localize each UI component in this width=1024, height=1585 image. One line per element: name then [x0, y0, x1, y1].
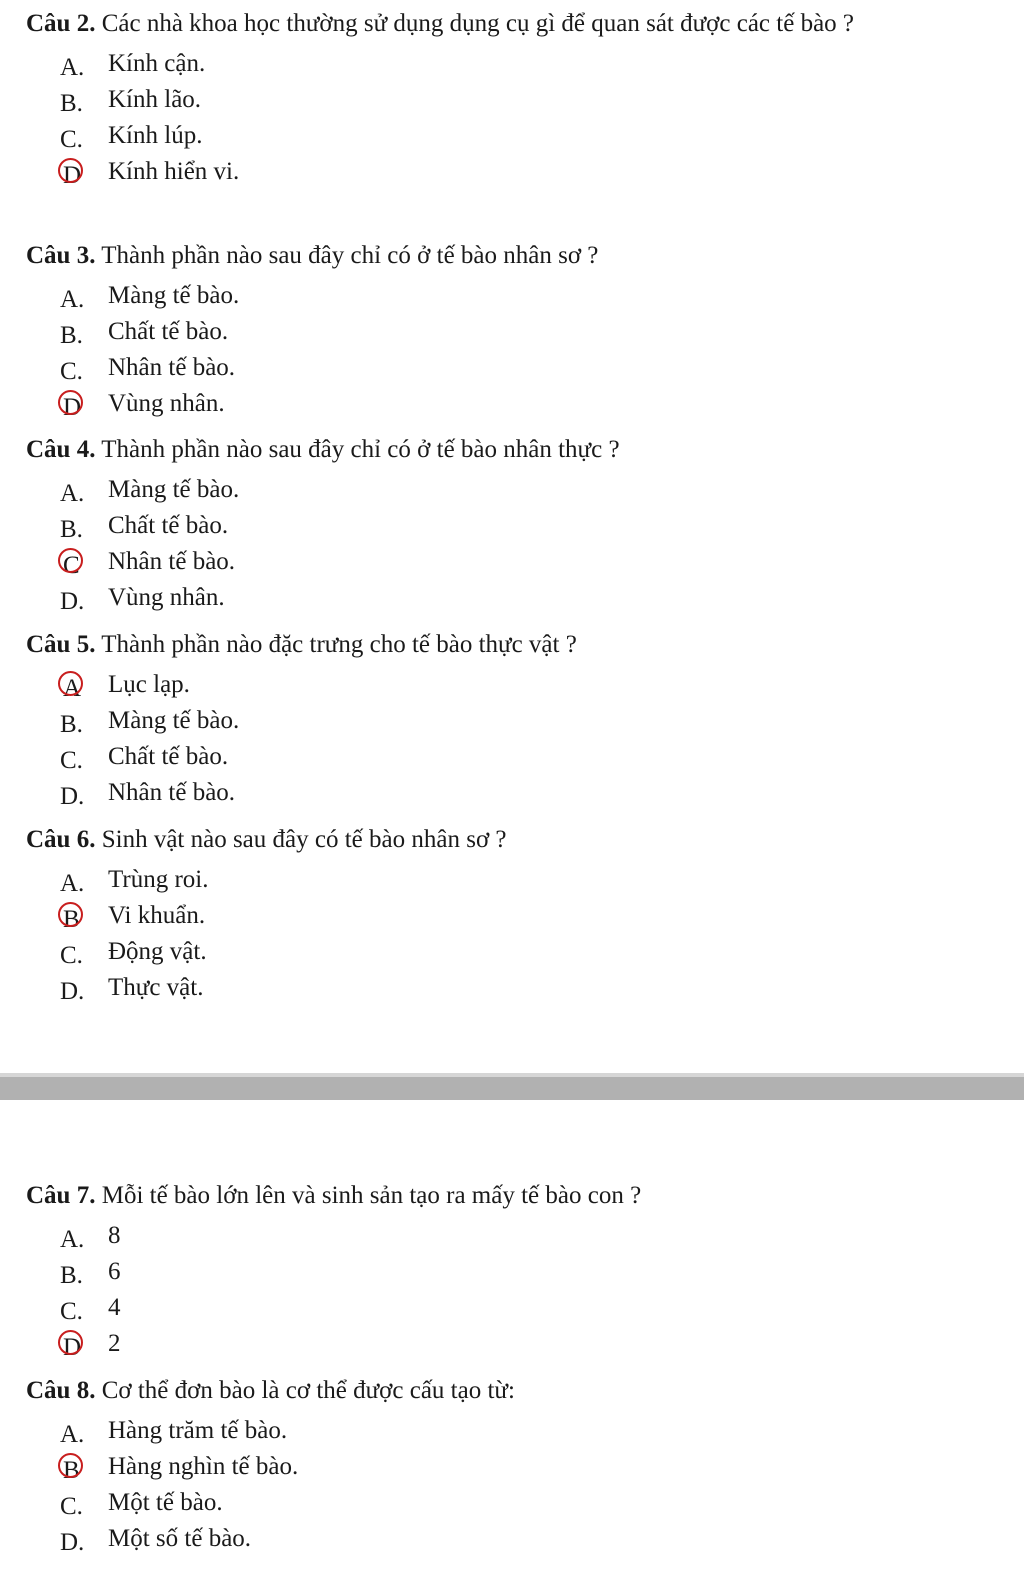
option-text: Kính lúp.	[108, 122, 203, 149]
question-text: Thành phần nào đặc trưng cho tế bào thực vật ?	[101, 631, 577, 658]
option-b-selected[interactable]	[60, 1449, 986, 1485]
option-a[interactable]	[60, 46, 986, 82]
question-number: Câu 5.	[26, 631, 96, 658]
answer-options	[26, 278, 986, 422]
answer-options	[26, 862, 986, 1006]
option-text: Chất tế bào.	[108, 743, 229, 770]
answer-circle-mark	[58, 671, 83, 696]
option-letter: D	[60, 1330, 96, 1358]
option-b[interactable]	[60, 1254, 986, 1290]
question-stem	[26, 822, 986, 858]
option-letter: C.	[60, 747, 83, 774]
option-text: Trùng roi.	[108, 866, 209, 893]
question-text: Mỗi tế bào lớn lên và sinh sản tạo ra mấy tế bào con ?	[101, 1182, 642, 1209]
question-stem	[26, 432, 986, 468]
option-text: Màng tế bào.	[108, 476, 240, 503]
option-letter: D.	[60, 783, 85, 810]
option-letter: C.	[60, 358, 83, 385]
answer-circle-mark	[58, 548, 83, 573]
option-letter: A.	[60, 1421, 85, 1448]
question-text: Thành phần nào sau đây chỉ có ở tế bào nhân thực ?	[101, 436, 620, 463]
option-text: Nhân tế bào.	[108, 779, 236, 806]
option-text: 4	[108, 1294, 121, 1321]
question-stem	[26, 627, 986, 663]
question-text: Sinh vật nào sau đây có tế bào nhân sơ ?	[101, 826, 507, 853]
option-letter: B	[60, 902, 96, 930]
question-5	[26, 627, 986, 811]
option-text: Nhân tế bào.	[108, 354, 236, 381]
page-divider	[0, 1073, 1024, 1100]
option-d-selected[interactable]	[60, 386, 986, 422]
question-stem	[26, 238, 986, 274]
option-text: 6	[108, 1258, 121, 1285]
question-8	[26, 1373, 986, 1557]
option-letter: D.	[60, 1529, 85, 1556]
option-letter: A	[60, 671, 96, 699]
answer-circle-mark	[58, 1330, 83, 1355]
option-text: Kính hiển vi.	[108, 158, 240, 185]
answer-options	[26, 472, 986, 616]
option-a[interactable]	[60, 278, 986, 314]
question-stem	[26, 1178, 986, 1214]
option-a[interactable]	[60, 1413, 986, 1449]
option-letter: C.	[60, 126, 83, 153]
option-letter: D	[60, 158, 96, 186]
option-b[interactable]	[60, 314, 986, 350]
question-stem	[26, 6, 986, 42]
option-text: Chất tế bào.	[108, 318, 229, 345]
option-letter: C.	[60, 942, 83, 969]
option-letter: B	[60, 1453, 96, 1481]
option-text: Vi khuẩn.	[108, 902, 206, 929]
option-a[interactable]	[60, 862, 986, 898]
option-text: Hàng nghìn tế bào.	[108, 1453, 299, 1480]
option-c[interactable]	[60, 118, 986, 154]
question-number: Câu 4.	[26, 436, 96, 463]
option-letter: C.	[60, 1493, 83, 1520]
question-stem	[26, 1373, 986, 1409]
option-b[interactable]	[60, 508, 986, 544]
question-number: Câu 8.	[26, 1377, 96, 1404]
option-a[interactable]	[60, 472, 986, 508]
option-letter: A.	[60, 286, 85, 313]
option-text: Màng tế bào.	[108, 282, 240, 309]
option-letter: C.	[60, 1298, 83, 1325]
question-number: Câu 6.	[26, 826, 96, 853]
option-letter: B.	[60, 1262, 83, 1289]
answer-circle-mark	[58, 1453, 83, 1478]
option-c[interactable]	[60, 1485, 986, 1521]
option-c[interactable]	[60, 934, 986, 970]
answer-circle-mark	[58, 902, 83, 927]
question-number: Câu 2.	[26, 10, 96, 37]
question-text: Cơ thể đơn bào là cơ thể được cấu tạo từ:	[101, 1377, 515, 1404]
option-text: Lục lạp.	[108, 671, 190, 698]
option-c[interactable]	[60, 739, 986, 775]
option-text: Thực vật.	[108, 974, 204, 1001]
option-text: Hàng trăm tế bào.	[108, 1417, 288, 1444]
option-d[interactable]	[60, 970, 986, 1006]
option-a[interactable]	[60, 1218, 986, 1254]
option-d-selected[interactable]	[60, 1326, 986, 1362]
option-c-selected[interactable]	[60, 544, 986, 580]
option-letter: B.	[60, 516, 83, 543]
question-text: Thành phần nào sau đây chỉ có ở tế bào nhân sơ ?	[101, 242, 599, 269]
option-text: Kính cận.	[108, 50, 206, 77]
option-text: Vùng nhân.	[108, 390, 225, 417]
option-letter: B.	[60, 90, 83, 117]
question-3	[26, 238, 986, 422]
option-letter: A.	[60, 1226, 85, 1253]
option-c[interactable]	[60, 350, 986, 386]
option-text: Một số tế bào.	[108, 1525, 252, 1552]
question-2	[26, 6, 986, 190]
option-d[interactable]	[60, 1521, 986, 1557]
question-7	[26, 1178, 986, 1362]
option-text: Động vật.	[108, 938, 207, 965]
answer-options	[26, 1218, 986, 1362]
answer-options	[26, 1413, 986, 1557]
option-letter: D.	[60, 978, 85, 1005]
option-d[interactable]	[60, 580, 986, 616]
option-text: Chất tế bào.	[108, 512, 229, 539]
option-b-selected[interactable]	[60, 898, 986, 934]
option-d[interactable]	[60, 775, 986, 811]
question-number: Câu 7.	[26, 1182, 96, 1209]
option-text: Màng tế bào.	[108, 707, 240, 734]
option-c[interactable]	[60, 1290, 986, 1326]
option-letter: B.	[60, 711, 83, 738]
option-letter: A.	[60, 480, 85, 507]
option-text: Vùng nhân.	[108, 584, 225, 611]
option-letter: C	[60, 548, 96, 576]
option-letter: D.	[60, 588, 85, 615]
option-text: Kính lão.	[108, 86, 202, 113]
option-a-selected[interactable]	[60, 667, 986, 703]
answer-options	[26, 46, 986, 190]
option-b[interactable]	[60, 82, 986, 118]
option-letter: B.	[60, 322, 83, 349]
question-number: Câu 3.	[26, 242, 96, 269]
option-d-selected[interactable]	[60, 154, 986, 190]
option-letter: A.	[60, 870, 85, 897]
answer-options	[26, 667, 986, 811]
option-letter: D	[60, 390, 96, 418]
option-text: 8	[108, 1222, 121, 1249]
question-4	[26, 432, 986, 616]
option-b[interactable]	[60, 703, 986, 739]
option-text: Một tế bào.	[108, 1489, 223, 1516]
answer-circle-mark	[58, 158, 83, 183]
answer-circle-mark	[58, 390, 83, 415]
option-text: 2	[108, 1330, 121, 1357]
question-text: Các nhà khoa học thường sử dụng dụng cụ gì để quan sát được các tế bào ?	[101, 10, 855, 37]
question-6	[26, 822, 986, 1006]
option-text: Nhân tế bào.	[108, 548, 236, 575]
option-letter: A.	[60, 54, 85, 81]
